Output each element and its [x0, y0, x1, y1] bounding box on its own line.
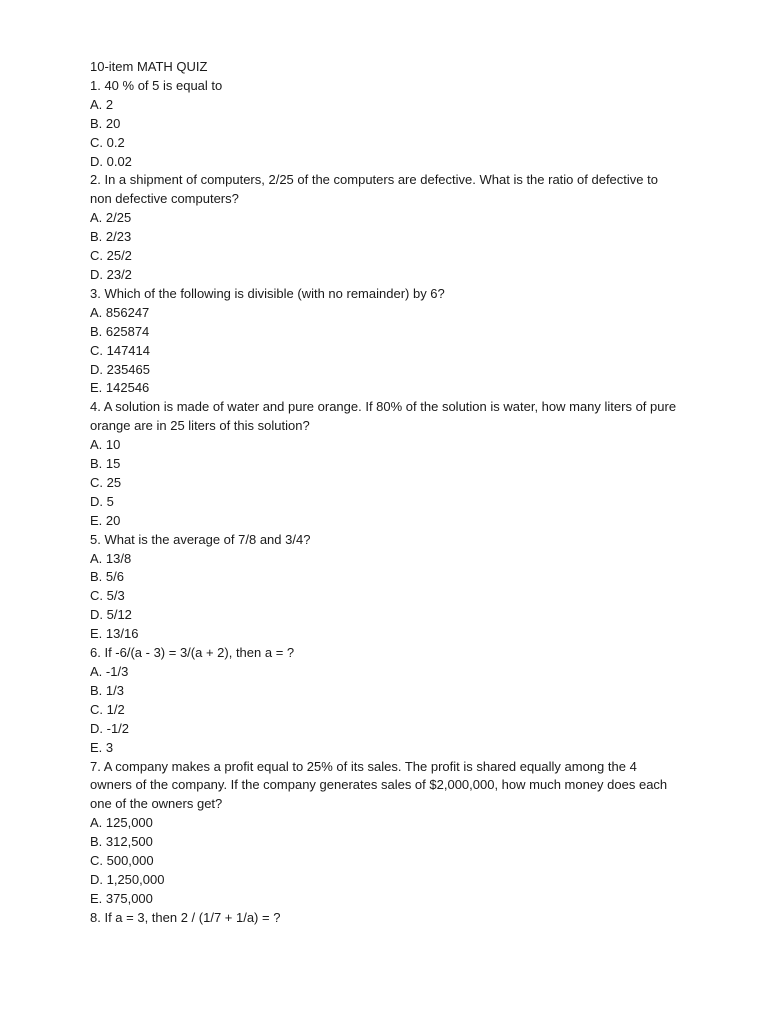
answer-option: C. 147414 — [90, 342, 150, 358]
question-text: 5. What is the average of 7/8 and 3/4? — [90, 531, 311, 547]
answer-option: D. 5/12 — [90, 607, 132, 623]
answer-option: D. 0.02 — [90, 153, 132, 169]
answer-option: B. 312,500 — [90, 834, 153, 850]
answer-option: D. -1/2 — [90, 720, 130, 736]
question-block — [90, 644, 680, 757]
answer-option: C. 5/3 — [90, 588, 125, 604]
answer-option: D. 5 — [90, 493, 114, 509]
answer-option: A. 856247 — [90, 304, 150, 320]
question-list — [90, 77, 680, 928]
answer-option: C. 25 — [90, 474, 122, 490]
answer-option: B. 5/6 — [90, 569, 124, 585]
answer-option: B. 625874 — [90, 323, 150, 339]
answer-option: E. 3 — [90, 739, 114, 755]
quiz-title: 10-item MATH QUIZ — [90, 59, 208, 74]
answer-option: A. 125,000 — [90, 815, 153, 831]
question-text: 4. A solution is made of water and pure orange. If 80% of the solution is water, how many liters of pure orange are in 25 liters of this solution? — [90, 399, 677, 434]
answer-option: E. 13/16 — [90, 626, 139, 642]
answer-option: B. 1/3 — [90, 682, 124, 698]
question-block — [90, 909, 680, 928]
question-text: 6. If -6/(a - 3) = 3/(a + 2), then a = ? — [90, 645, 295, 661]
question-block — [90, 758, 680, 909]
answer-option: A. 2 — [90, 96, 114, 112]
quiz-document — [90, 58, 680, 928]
answer-option: C. 500,000 — [90, 853, 154, 869]
answer-option: D. 23/2 — [90, 266, 132, 282]
question-text: 7. A company makes a profit equal to 25% of its sales. The profit is shared equally among the 4 owners of the company. If the company generates sales of $2,000,000, how much money does each one of the owners get? — [90, 758, 668, 812]
answer-option: D. 235465 — [90, 361, 150, 377]
answer-option: D. 1,250,000 — [90, 871, 165, 887]
answer-option: A. 10 — [90, 437, 121, 453]
question-text: 1. 40 % of 5 is equal to — [90, 77, 223, 93]
question-text: 2. In a shipment of computers, 2/25 of the computers are defective. What is the ratio of defective to non defective computers? — [90, 172, 658, 207]
answer-option: E. 142546 — [90, 380, 150, 396]
answer-option: B. 15 — [90, 456, 121, 472]
question-text: 8. If a = 3, then 2 / (1/7 + 1/a) = ? — [90, 909, 281, 925]
question-block — [90, 77, 680, 172]
answer-option: A. 13/8 — [90, 550, 132, 566]
answer-option: C. 25/2 — [90, 248, 132, 264]
answer-option: C. 1/2 — [90, 701, 125, 717]
answer-option: A. -1/3 — [90, 664, 129, 679]
answer-option: E. 20 — [90, 512, 121, 528]
question-block — [90, 285, 680, 398]
question-block — [90, 398, 680, 530]
answer-option: B. 2/23 — [90, 229, 132, 245]
question-text: 3. Which of the following is divisible (with no remainder) by 6? — [90, 285, 445, 301]
answer-option: B. 20 — [90, 115, 121, 131]
answer-option: A. 2/25 — [90, 210, 132, 226]
answer-option: C. 0.2 — [90, 134, 125, 150]
question-block — [90, 531, 680, 644]
answer-option: E. 375,000 — [90, 890, 153, 906]
question-block — [90, 171, 680, 284]
